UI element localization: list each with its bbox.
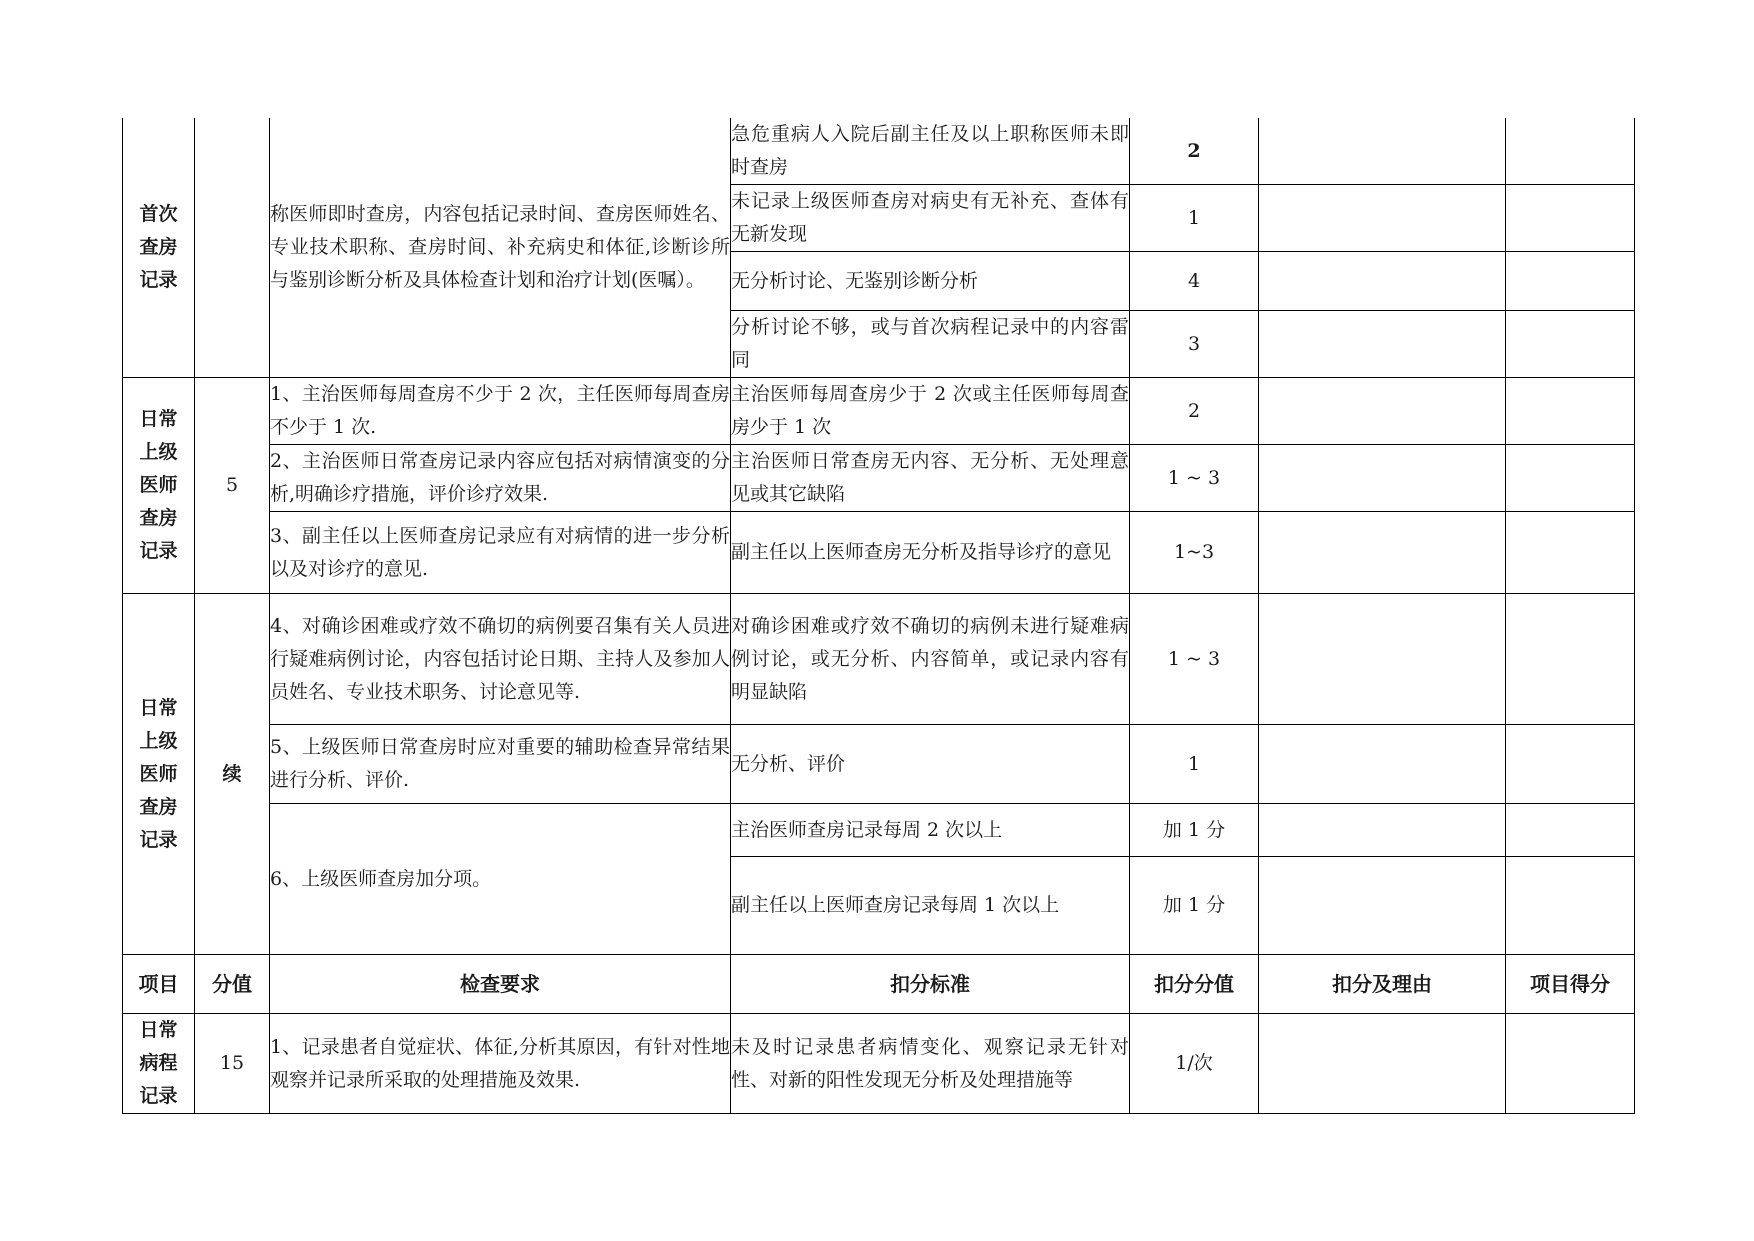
item-score-cell[interactable] xyxy=(1506,512,1635,594)
standard-cell: 主治医师查房记录每周 2 次以上 xyxy=(731,804,1130,857)
deduction-value: 加 1 分 xyxy=(1130,804,1259,857)
requirement-cell: 3、副主任以上医师查房记录应有对病情的进一步分析以及对诊疗的意见. xyxy=(270,512,731,594)
requirement-cell: 1、主治医师每周查房不少于 2 次，主任医师每周查房不少于 1 次. xyxy=(270,378,731,445)
deduction-value: 1 xyxy=(1130,725,1259,804)
deduction-value: 1~3 xyxy=(1130,512,1259,594)
item-score-cell[interactable] xyxy=(1506,445,1635,512)
requirement-cell: 6、上级医师查房加分项。 xyxy=(270,804,731,955)
item-score-cell[interactable] xyxy=(1506,185,1635,252)
deduction-value: 3 xyxy=(1130,311,1259,378)
standard-cell: 主治医师每周查房少于 2 次或主任医师每周查房少于 1 次 xyxy=(731,378,1130,445)
deduction-reason-cell[interactable] xyxy=(1259,857,1506,955)
standard-cell: 未及时记录患者病情变化、观察记录无针对性、对新的阳性发现无分析及处理措施等 xyxy=(731,1014,1130,1114)
deduction-value: 4 xyxy=(1130,252,1259,311)
deduction-value: 1 ~ 3 xyxy=(1130,445,1259,512)
standard-cell: 急危重病人入院后副主任及以上职称医师未即时查房 xyxy=(731,118,1130,185)
header-requirement: 检查要求 xyxy=(270,955,731,1014)
deduction-value: 1 xyxy=(1130,185,1259,252)
category-first-rounds: 首次 查房 记录 xyxy=(123,118,195,378)
deduction-reason-cell[interactable] xyxy=(1259,804,1506,857)
standard-cell: 副主任以上医师查房无分析及指导诊疗的意见 xyxy=(731,512,1130,594)
standard-cell: 无分析讨论、无鉴别诊断分析 xyxy=(731,252,1130,311)
standard-cell: 未记录上级医师查房对病史有无补充、查体有无新发现 xyxy=(731,185,1130,252)
deduction-reason-cell[interactable] xyxy=(1259,1014,1506,1114)
score-daily-rounds-cont: 续 xyxy=(195,594,270,955)
requirement-cell: 2、主治医师日常查房记录内容应包括对病情演变的分析,明确诊疗措施，评价诊疗效果. xyxy=(270,445,731,512)
item-score-cell[interactable] xyxy=(1506,1014,1635,1114)
item-score-cell[interactable] xyxy=(1506,725,1635,804)
item-score-cell[interactable] xyxy=(1506,378,1635,445)
category-daily-rounds-cont: 日常 上级 医师 查房 记录 xyxy=(123,594,195,955)
deduction-reason-cell[interactable] xyxy=(1259,118,1506,185)
category-daily-rounds: 日常 上级 医师 查房 记录 xyxy=(123,378,195,594)
score-cell-first-rounds xyxy=(195,118,270,378)
header-score: 分值 xyxy=(195,955,270,1014)
header-deduction-reason: 扣分及理由 xyxy=(1259,955,1506,1014)
requirement-cell: 5、上级医师日常查房时应对重要的辅助检查异常结果进行分析、评价. xyxy=(270,725,731,804)
deduction-value: 加 1 分 xyxy=(1130,857,1259,955)
score-daily-progress: 15 xyxy=(195,1014,270,1114)
deduction-value: 2 xyxy=(1130,118,1259,185)
header-item-score: 项目得分 xyxy=(1506,955,1635,1014)
score-daily-rounds: 5 xyxy=(195,378,270,594)
standard-cell: 分析讨论不够，或与首次病程记录中的内容雷同 xyxy=(731,311,1130,378)
item-score-cell[interactable] xyxy=(1506,857,1635,955)
item-score-cell[interactable] xyxy=(1506,804,1635,857)
item-score-cell[interactable] xyxy=(1506,594,1635,725)
standard-cell: 主治医师日常查房无内容、无分析、无处理意见或其它缺陷 xyxy=(731,445,1130,512)
deduction-value: 1 ~ 3 xyxy=(1130,594,1259,725)
requirement-first-rounds: 称医师即时查房，内容包括记录时间、查房医师姓名、专业技术职称、查房时间、补充病史和体征,诊断诊所与鉴别诊断分析及具体检查计划和治疗计划(医嘱）。 xyxy=(270,118,731,378)
header-item: 项目 xyxy=(123,955,195,1014)
deduction-reason-cell[interactable] xyxy=(1259,311,1506,378)
deduction-reason-cell[interactable] xyxy=(1259,378,1506,445)
item-score-cell[interactable] xyxy=(1506,118,1635,185)
header-deduction-value: 扣分分值 xyxy=(1130,955,1259,1014)
deduction-value: 2 xyxy=(1130,378,1259,445)
standard-cell: 对确诊困难或疗效不确切的病例未进行疑难病例讨论，或无分析、内容简单，或记录内容有明显缺陷 xyxy=(731,594,1130,725)
requirement-cell: 4、对确诊困难或疗效不确切的病例要召集有关人员进行疑难病例讨论，内容包括讨论日期、主持人及参加人员姓名、专业技术职务、讨论意见等. xyxy=(270,594,731,725)
standard-cell: 无分析、评价 xyxy=(731,725,1130,804)
item-score-cell[interactable] xyxy=(1506,252,1635,311)
standard-cell: 副主任以上医师查房记录每周 1 次以上 xyxy=(731,857,1130,955)
deduction-reason-cell[interactable] xyxy=(1259,445,1506,512)
deduction-reason-cell[interactable] xyxy=(1259,512,1506,594)
deduction-value: 1/次 xyxy=(1130,1014,1259,1114)
requirement-cell: 1、记录患者自觉症状、体征,分析其原因，有针对性地观察并记录所采取的处理措施及效果. xyxy=(270,1014,731,1114)
deduction-reason-cell[interactable] xyxy=(1259,594,1506,725)
inspection-table xyxy=(122,118,1635,1114)
category-daily-progress: 日常 病程 记录 xyxy=(123,1014,195,1114)
deduction-reason-cell[interactable] xyxy=(1259,725,1506,804)
deduction-reason-cell[interactable] xyxy=(1259,185,1506,252)
deduction-reason-cell[interactable] xyxy=(1259,252,1506,311)
header-standard: 扣分标准 xyxy=(731,955,1130,1014)
item-score-cell[interactable] xyxy=(1506,311,1635,378)
